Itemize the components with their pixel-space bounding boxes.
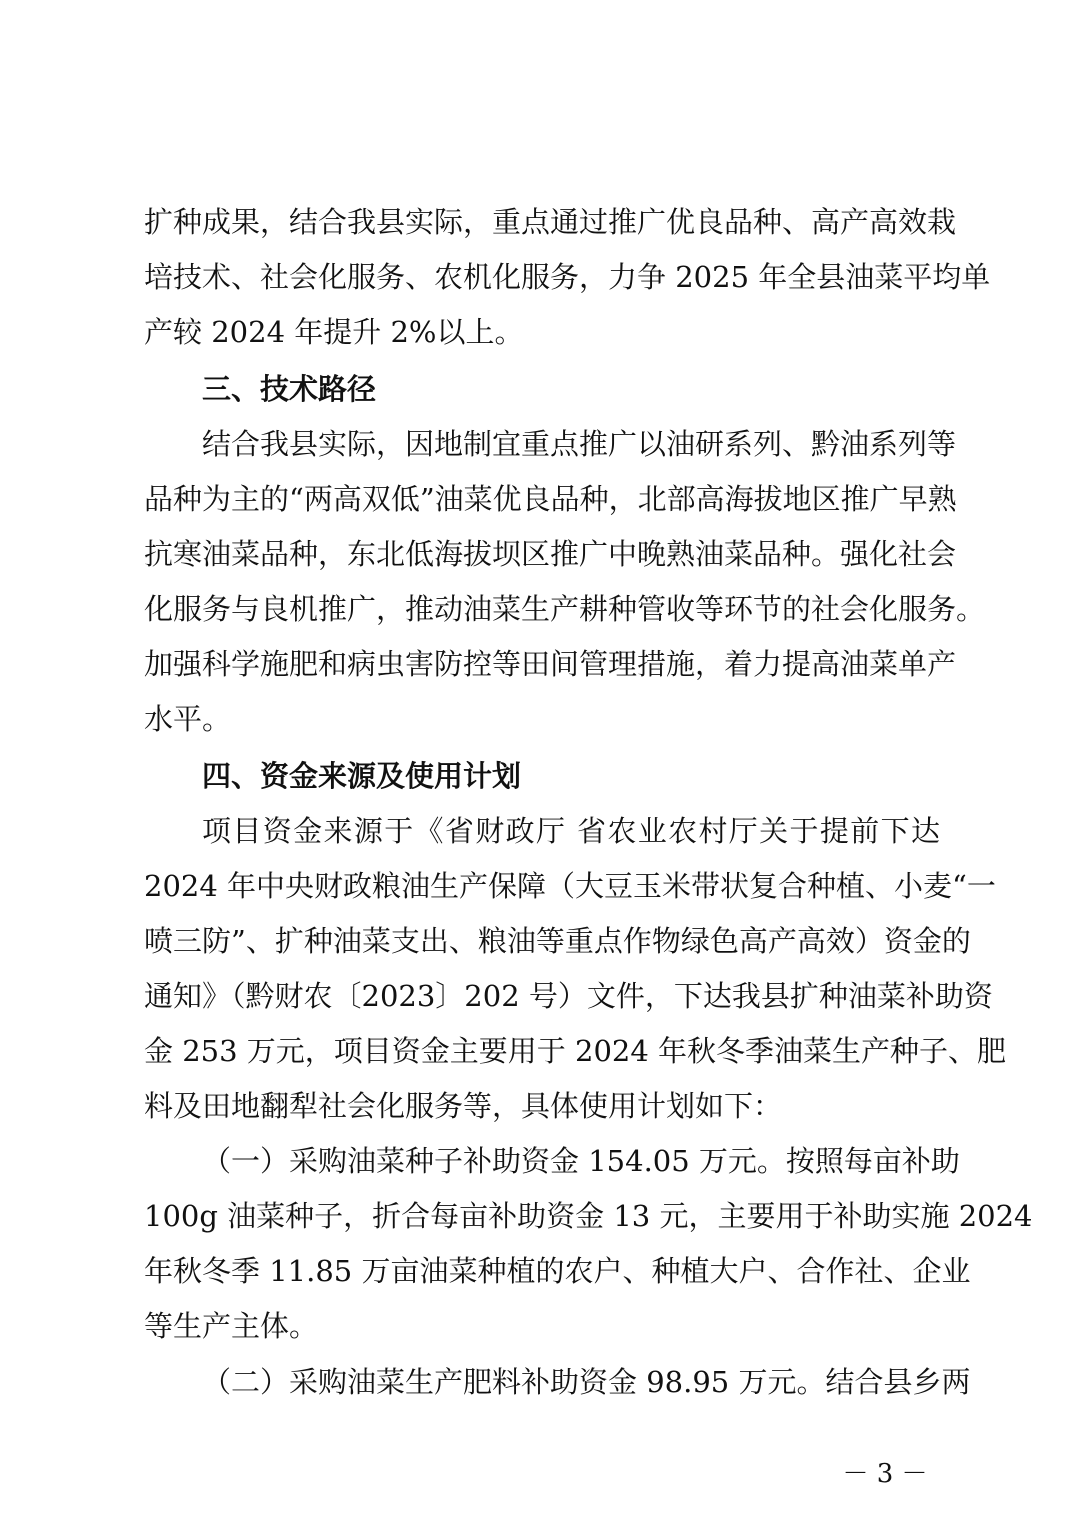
body-text-line: 结合我县实际，因地制宜重点推广以油研系列、黔油系列等 (202, 427, 957, 461)
body-text-line: 年秋冬季 11.85 万亩油菜种植的农户、种植大户、合作社、企业 (144, 1254, 971, 1288)
body-text-line: 100g 油菜种子，折合每亩补助资金 13 元，主要用于补助实施 2024 (144, 1199, 1033, 1233)
body-text-line: 品种为主的“两高双低”油菜优良品种，北部高海拔地区推广早熟 (144, 482, 957, 516)
body-text-line: 喷三防”、扩种油菜支出、粮油等重点作物绿色高产高效）资金的 (144, 924, 971, 958)
body-text-line: 料及田地翻犁社会化服务等，具体使用计划如下： (144, 1089, 783, 1123)
body-text-line: 通知》（黔财农〔2023〕202 号）文件，下达我县扩种油菜补助资 (144, 979, 993, 1013)
body-text-line: 加强科学施肥和病虫害防控等田间管理措施，着力提高油菜单产 (144, 647, 957, 681)
body-text-line: 金 253 万元，项目资金主要用于 2024 年秋冬季油菜生产种子、肥 (144, 1034, 1007, 1068)
body-text-line: 水平。 (144, 702, 232, 736)
body-text-line: 化服务与良机推广，推动油菜生产耕种管收等环节的社会化服务。 (144, 592, 986, 626)
body-text-line: 培技术、社会化服务、农机化服务，力争 2025 年全县油菜平均单 (144, 260, 991, 294)
body-text-line: （二）采购油菜生产肥料补助资金 98.95 万元。结合县乡两 (202, 1365, 971, 1399)
body-text-line: 2024 年中央财政粮油生产保障（大豆玉米带状复合种植、小麦“一 (144, 869, 996, 903)
section-heading-technical-route: 三、技术路径 (202, 372, 377, 406)
body-text-line: （一）采购油菜种子补助资金 154.05 万元。按照每亩补助 (202, 1144, 960, 1178)
body-text-line: 等生产主体。 (144, 1309, 319, 1343)
page-number: － 3 － (842, 1459, 928, 1489)
body-text-line: 抗寒油菜品种，东北低海拔坝区推广中晚熟油菜品种。强化社会 (144, 537, 957, 571)
body-text-line: 扩种成果，结合我县实际，重点通过推广优良品种、高产高效栽 (144, 205, 957, 239)
body-text-line: 项目资金来源于《省财政厅 省农业农村厅关于提前下达 (202, 814, 940, 848)
body-text-line: 产较 2024 年提升 2%以上。 (144, 315, 524, 349)
section-heading-funding: 四、资金来源及使用计划 (202, 759, 522, 793)
